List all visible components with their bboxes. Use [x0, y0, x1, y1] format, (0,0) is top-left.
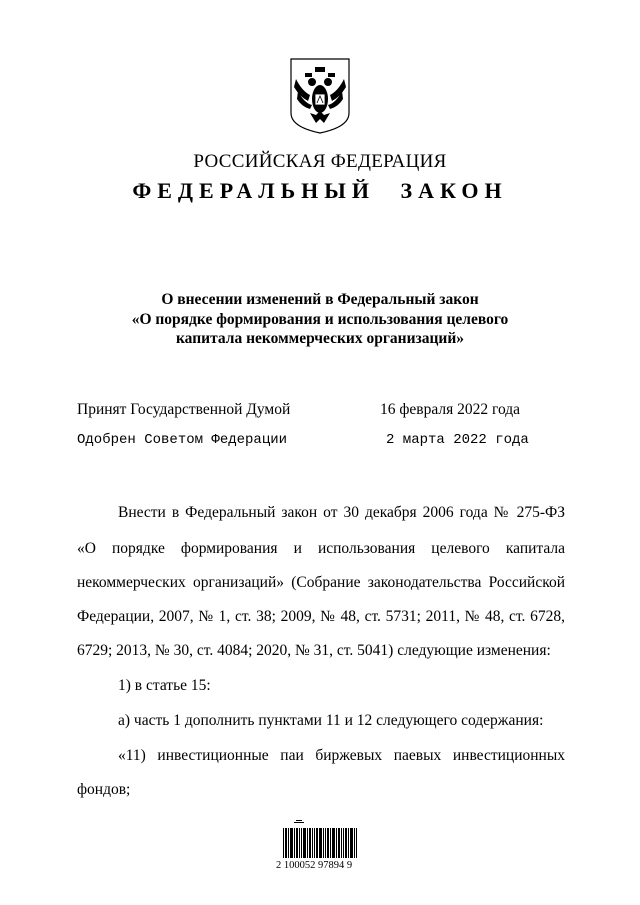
law-title-line: «О порядке формирования и использования целевого	[131, 310, 509, 328]
barcode-number: 2 100052 97894 9	[276, 860, 353, 871]
barcode-image	[280, 818, 360, 858]
council-approval-label: Одобрен Советом Федерации	[77, 432, 288, 448]
law-title-line: капитала некоммерческих организаций»	[175, 330, 465, 347]
body-paragraph-line: некоммерческих организаций» (Собрание законодательства Российской	[77, 574, 565, 591]
council-approval-date: 2 марта 2022 года	[386, 432, 529, 448]
duma-adoption-date: 16 февраля 2022 года	[380, 401, 521, 418]
body-paragraph-line: Внести в Федеральный закон от 30 декабря 2006 года № 275-ФЗ	[118, 504, 565, 521]
body-paragraph-line: 6729; 2013, № 30, ст. 4084; 2020, № 31, ст. 5041) следующие изменения:	[77, 642, 551, 659]
list-item: а) часть 1 дополнить пунктами 11 и 12 следующего содержания:	[118, 712, 544, 729]
list-item: «11) инвестиционные паи биржевых паевых инвестиционных	[118, 747, 565, 764]
coat-of-arms-emblem	[288, 57, 352, 135]
list-item: 1) в статье 15:	[118, 677, 211, 694]
country-name: РОССИЙСКАЯ ФЕДЕРАЦИЯ	[193, 151, 447, 172]
body-paragraph-line: «О порядке формирования и использования целевого капитала	[77, 540, 565, 557]
law-title	[60, 290, 580, 349]
law-title-line: О внесении изменений в Федеральный закон	[161, 291, 479, 308]
body-paragraph-line: Федерации, 2007, № 1, ст. 38; 2009, № 48, ст. 5731; 2011, № 48, ст. 6728,	[77, 608, 565, 625]
list-item: фондов;	[77, 781, 131, 798]
law-type-heading: ФЕДЕРАЛЬНЫЙ ЗАКОН	[132, 178, 508, 203]
duma-adoption-label: Принят Государственной Думой	[77, 401, 291, 418]
